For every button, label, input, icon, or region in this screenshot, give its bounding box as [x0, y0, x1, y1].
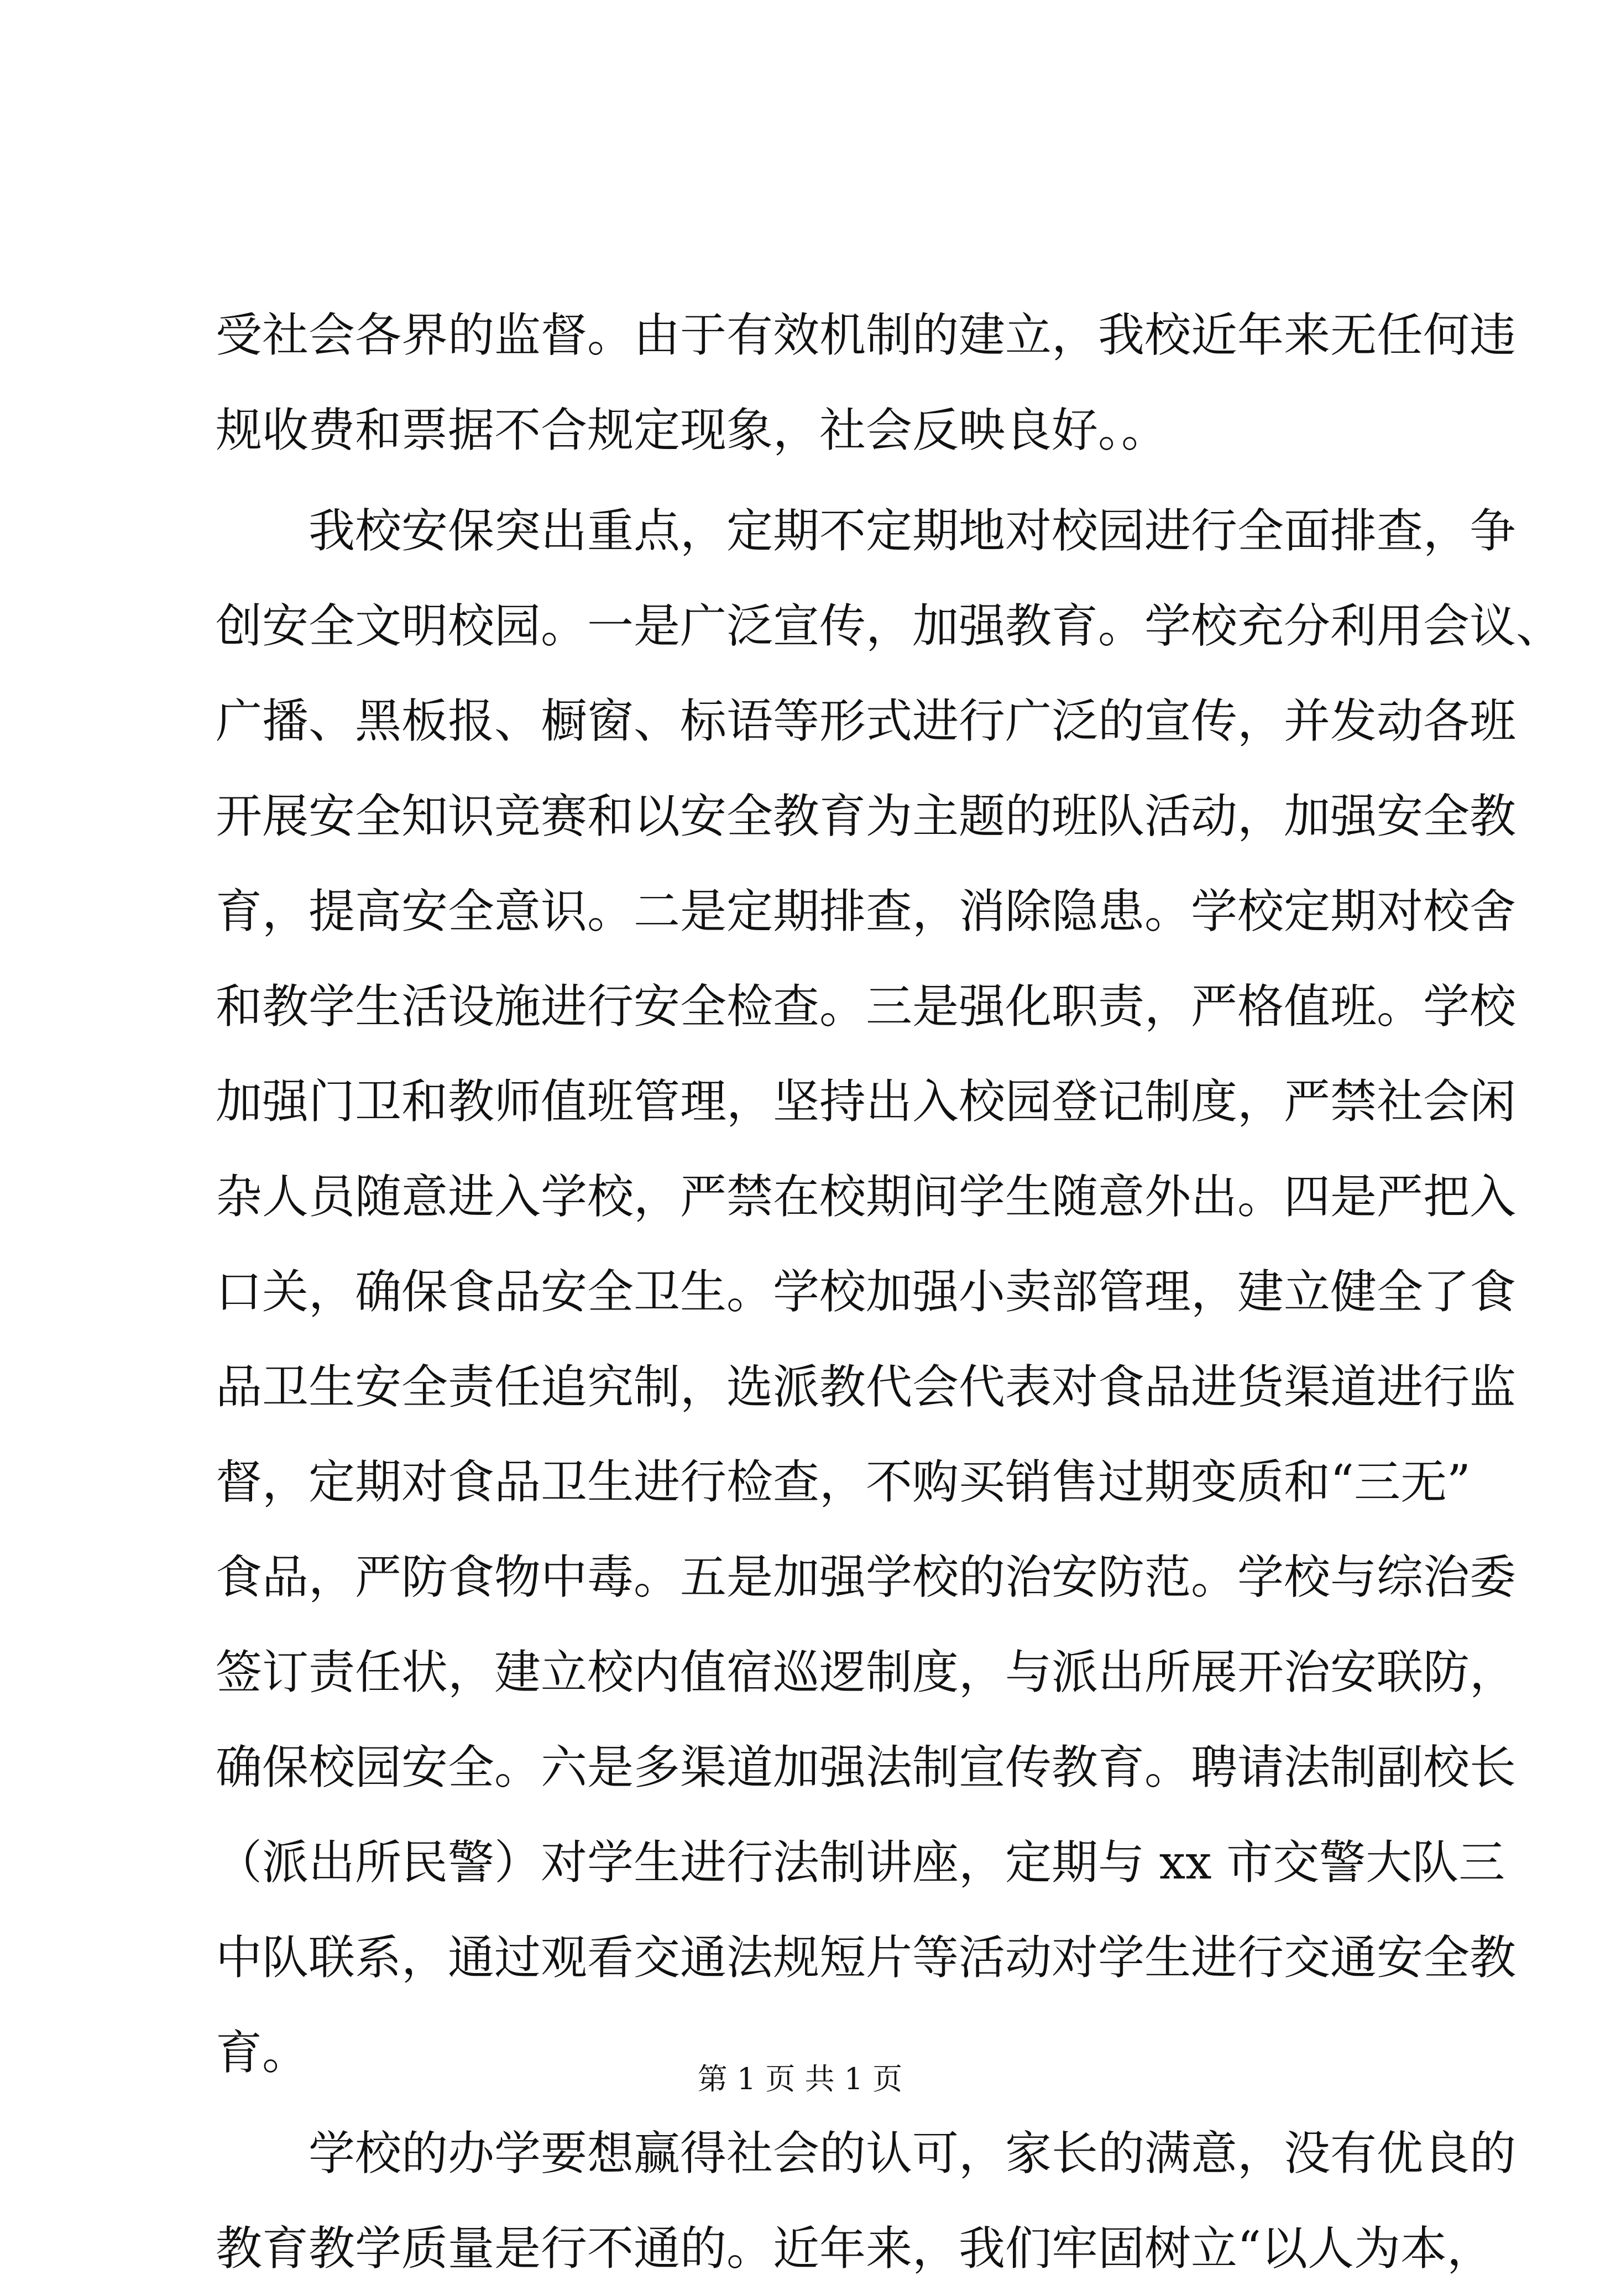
paragraph-line: 确保校园安全。六是多渠道加强法制宣传教育。聘请法制副校长	[216, 1740, 1517, 1794]
paragraph-line: 品卫生安全责任追究制，选派教代会代表对食品进货渠道进行监	[216, 1360, 1517, 1414]
paragraph-line: 教育教学质量是行不通的。近年来，我们牢固树立“以人为本，	[216, 2221, 1493, 2276]
paragraph-line: 口关，确保食品安全卫生。学校加强小卖部管理，建立健全了食	[216, 1265, 1517, 1319]
paragraph-line: 杂人员随意进入学校，严禁在校期间学生随意外出。四是严把入	[216, 1170, 1517, 1224]
paragraph-spacing	[216, 478, 1399, 483]
paragraph-line: 规收费和票据不合规定现象，社会反映良好。。	[216, 403, 1168, 457]
paragraph-line: 签订责任状，建立校内值宿巡逻制度，与派出所展开治安联防，	[216, 1645, 1517, 1699]
paragraph-2	[216, 483, 1563, 2100]
paragraph-line: 创安全文明校园。一是广泛宣传，加强教育。学校充分利用会议、	[216, 599, 1563, 653]
paragraph-line: 加强门卫和教师值班管理，坚持出入校园登记制度，严禁社会闲	[216, 1074, 1517, 1129]
paragraph-line: 督，定期对食品卫生进行检查，不购买销售过期变质和“三无”	[216, 1455, 1471, 1509]
paragraph-line: 广播、黑板报、橱窗、标语等形式进行广泛的宣传，并发动各班	[216, 694, 1517, 748]
paragraph-line: 育。	[216, 2026, 309, 2080]
paragraph-line: 学校的办学要想赢得社会的认可，家长的满意，没有优良的	[309, 2126, 1517, 2180]
paragraph-1	[216, 288, 1517, 478]
paragraph-3	[216, 2106, 1517, 2296]
paragraph-line: 我校安保突出重点，定期不定期地对校园进行全面排查，争	[309, 504, 1517, 558]
document-body	[216, 288, 1563, 2296]
paragraph-line: 开展安全知识竞赛和以安全教育为主题的班队活动，加强安全教	[216, 789, 1517, 843]
paragraph-line: （派出所民警）对学生进行法制讲座，定期与 xx 市交警大队三	[216, 1835, 1505, 1890]
paragraph-spacing	[216, 2100, 1399, 2106]
paragraph-line: 受社会各界的监督。由于有效机制的建立，我校近年来无任何违	[216, 308, 1517, 362]
paragraph-line: 中队联系，通过观看交通法规短片等活动对学生进行交通安全教	[216, 1930, 1517, 1985]
page-number-footer: 第 1 页 共 1 页	[697, 2062, 903, 2096]
paragraph-line: 育，提高安全意识。二是定期排查，消除隐患。学校定期对校舍	[216, 884, 1517, 938]
paragraph-line: 和教学生活设施进行安全检查。三是强化职责，严格值班。学校	[216, 979, 1517, 1034]
paragraph-line: 食品，严防食物中毒。五是加强学校的治安防范。学校与综治委	[216, 1550, 1517, 1604]
